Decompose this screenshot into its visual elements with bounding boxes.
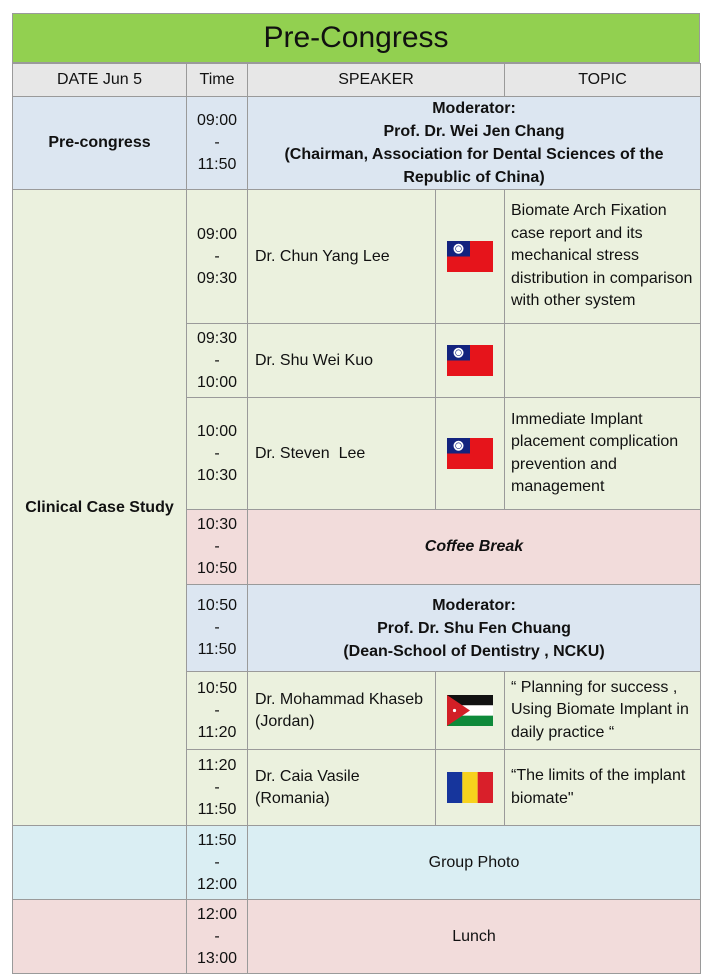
time-cell: 10:50 - 11:50	[187, 585, 248, 672]
moderator-block: Moderator: Prof. Dr. Wei Jen Chang (Chairman, Association for Dental Sciences of the Republic of China)	[248, 97, 701, 190]
time-cell: 12:00 - 13:00	[187, 900, 248, 974]
jordan-flag-icon	[447, 695, 493, 726]
flag-cell	[436, 398, 505, 510]
speaker-name: Dr. Steven Lee	[248, 398, 436, 510]
flag-cell	[436, 672, 505, 750]
header-row	[13, 64, 701, 97]
topic-text	[505, 324, 701, 398]
header-time: Time	[187, 64, 248, 97]
flag-cell	[436, 750, 505, 826]
table-row	[13, 900, 701, 974]
time-cell: 10:50 - 11:20	[187, 672, 248, 750]
romania-flag-icon	[447, 772, 493, 803]
time-cell: 09:00 - 11:50	[187, 97, 248, 190]
topic-text: Biomate Arch Fixation case report and its mechanical stress distribution in comparison with other system	[505, 190, 701, 324]
time-cell: 10:30 - 10:50	[187, 510, 248, 585]
group-photo-label: Group Photo	[248, 826, 701, 900]
taiwan-flag-icon	[447, 241, 493, 272]
taiwan-flag-icon	[447, 345, 493, 376]
lunch-label: Lunch	[248, 900, 701, 974]
coffee-break-label: Coffee Break	[248, 510, 701, 585]
topic-text: “ Planning for success , Using Biomate Implant in daily practice “	[505, 672, 701, 750]
time-cell: 09:30 - 10:00	[187, 324, 248, 398]
time-cell: 11:50 - 12:00	[187, 826, 248, 900]
speaker-name: Dr. Chun Yang Lee	[248, 190, 436, 324]
topic-text: “The limits of the implant biomate"	[505, 750, 701, 826]
schedule-table	[12, 63, 701, 974]
time-cell: 09:00 - 09:30	[187, 190, 248, 324]
flag-cell	[436, 324, 505, 398]
header-topic: TOPIC	[505, 64, 701, 97]
moderator-block: Moderator: Prof. Dr. Shu Fen Chuang (Dean-School of Dentistry , NCKU)	[248, 585, 701, 672]
flag-cell	[436, 190, 505, 324]
speaker-name: Dr. Caia Vasile (Romania)	[248, 750, 436, 826]
empty-date-cell	[13, 900, 187, 974]
time-cell: 10:00 - 10:30	[187, 398, 248, 510]
speaker-name: Dr. Shu Wei Kuo	[248, 324, 436, 398]
header-date: DATE Jun 5	[13, 64, 187, 97]
table-row	[13, 826, 701, 900]
topic-text: Immediate Implant placement complication prevention and management	[505, 398, 701, 510]
speaker-name: Dr. Mohammad Khaseb (Jordan)	[248, 672, 436, 750]
session-clinical: Clinical Case Study	[13, 190, 187, 826]
page-title: Pre-Congress	[12, 13, 700, 63]
table-row	[13, 97, 701, 190]
taiwan-flag-icon	[447, 438, 493, 469]
session-precongress: Pre-congress	[13, 97, 187, 190]
header-speaker: SPEAKER	[248, 64, 505, 97]
empty-date-cell	[13, 826, 187, 900]
table-row	[13, 190, 701, 324]
time-cell: 11:20 - 11:50	[187, 750, 248, 826]
